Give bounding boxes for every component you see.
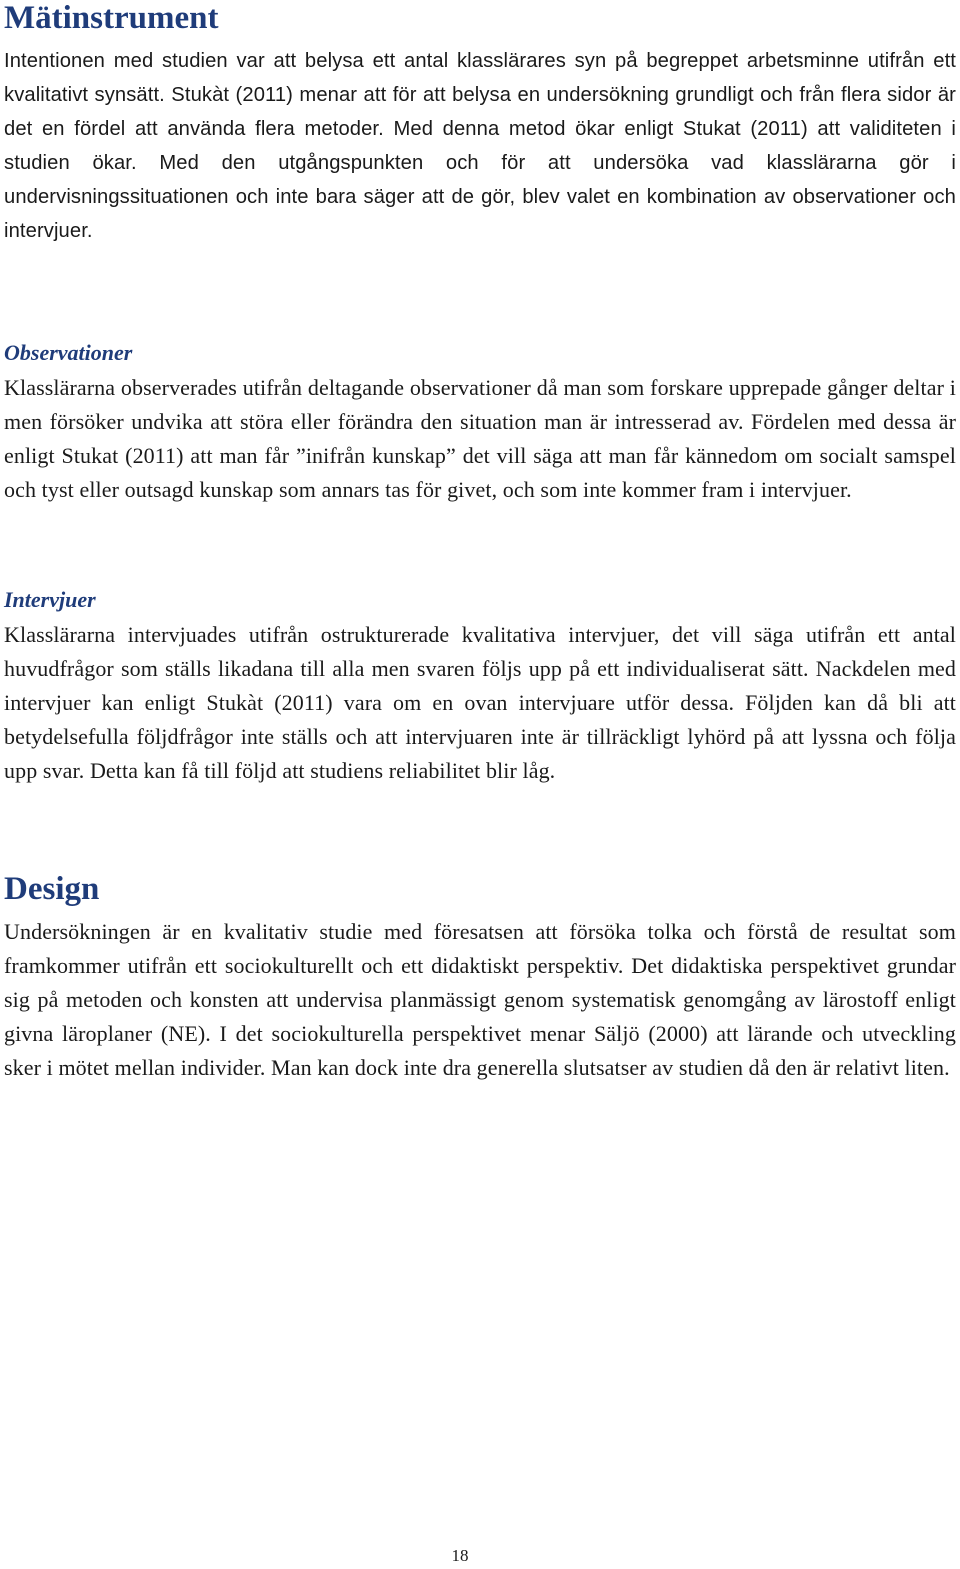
subsection-heading: Intervjuer <box>4 587 96 612</box>
subsection-heading: Observationer <box>4 340 133 365</box>
section-paragraph: Undersökningen är en kvalitativ studie med föresatsen att försöka tolka och förstå de resultat som framkommer utifrån ett sociokulturellt och ett didaktiskt perspektiv. Det didaktiska perspektivet grundar sig på metoden och konsten att undervisa planmässigt genom systematisk genomgång av lärostoff enligt givna läroplaner (NE). I det sociokulturella perspektivet menar Säljö (2000) att lärande och utveckling sker i mötet mellan individer. Man kan dock inte dra generella slutsatser av studien då den är relativt liten. <box>4 919 956 1080</box>
section-paragraph: Intentionen med studien var att belysa ett antal klasslärares syn på begreppet arbetsminne utifrån ett kvalitativt synsätt. Stukàt (2011) menar att för att belysa en undersökning grundligt och från flera sidor är det en fördel att använda flera metoder. Med denna metod ökar enligt Stukat (2011) att validiteten i studien ökar. Med den utgångspunkten och för att undersöka vad klasslärarna gör i undervisningssituationen och inte bara säger att de gör, blev valet en kombination av observationer och intervjuer. <box>4 50 956 242</box>
section-paragraph: Klasslärarna intervjuades utifrån ostrukturerade kvalitativa intervjuer, det vill säga utifrån ett antal huvudfrågor som ställs likadana till alla men svaren följs upp på ett individualiserat sätt. Nackdelen med intervjuer kan enligt Stukàt (2011) vara om en ovan intervjuare utför dessa. Följden kan då bli att betydelsefulla följdfrågor inte ställs och att intervjuaren inte är tillräckligt lyhörd på att lyssna och följa upp svar. Detta kan få till följd att studiens reliabilitet blir låg. <box>4 622 956 783</box>
section-observationer <box>4 338 956 507</box>
section-intervjuer <box>4 585 956 788</box>
section-heading: Mätinstrument <box>4 0 219 36</box>
section-paragraph: Klasslärarna observerades utifrån deltagande observationer då man som forskare upprepade gånger deltar i men försöker undvika att störa eller förändra den situation man är intresserad av. Fördelen med dessa är enligt Stukat (2011) att man får ”inifrån kunskap” det vill säga att man får kännedom om socialt samspel och tyst eller outsagd kunskap som annars tas för givet, och som inte kommer fram i intervjuer. <box>4 375 956 502</box>
section-matinstrument <box>4 0 956 248</box>
section-heading: Design <box>4 871 100 907</box>
page-number: 18 <box>451 1546 469 1565</box>
section-design <box>4 871 956 1085</box>
